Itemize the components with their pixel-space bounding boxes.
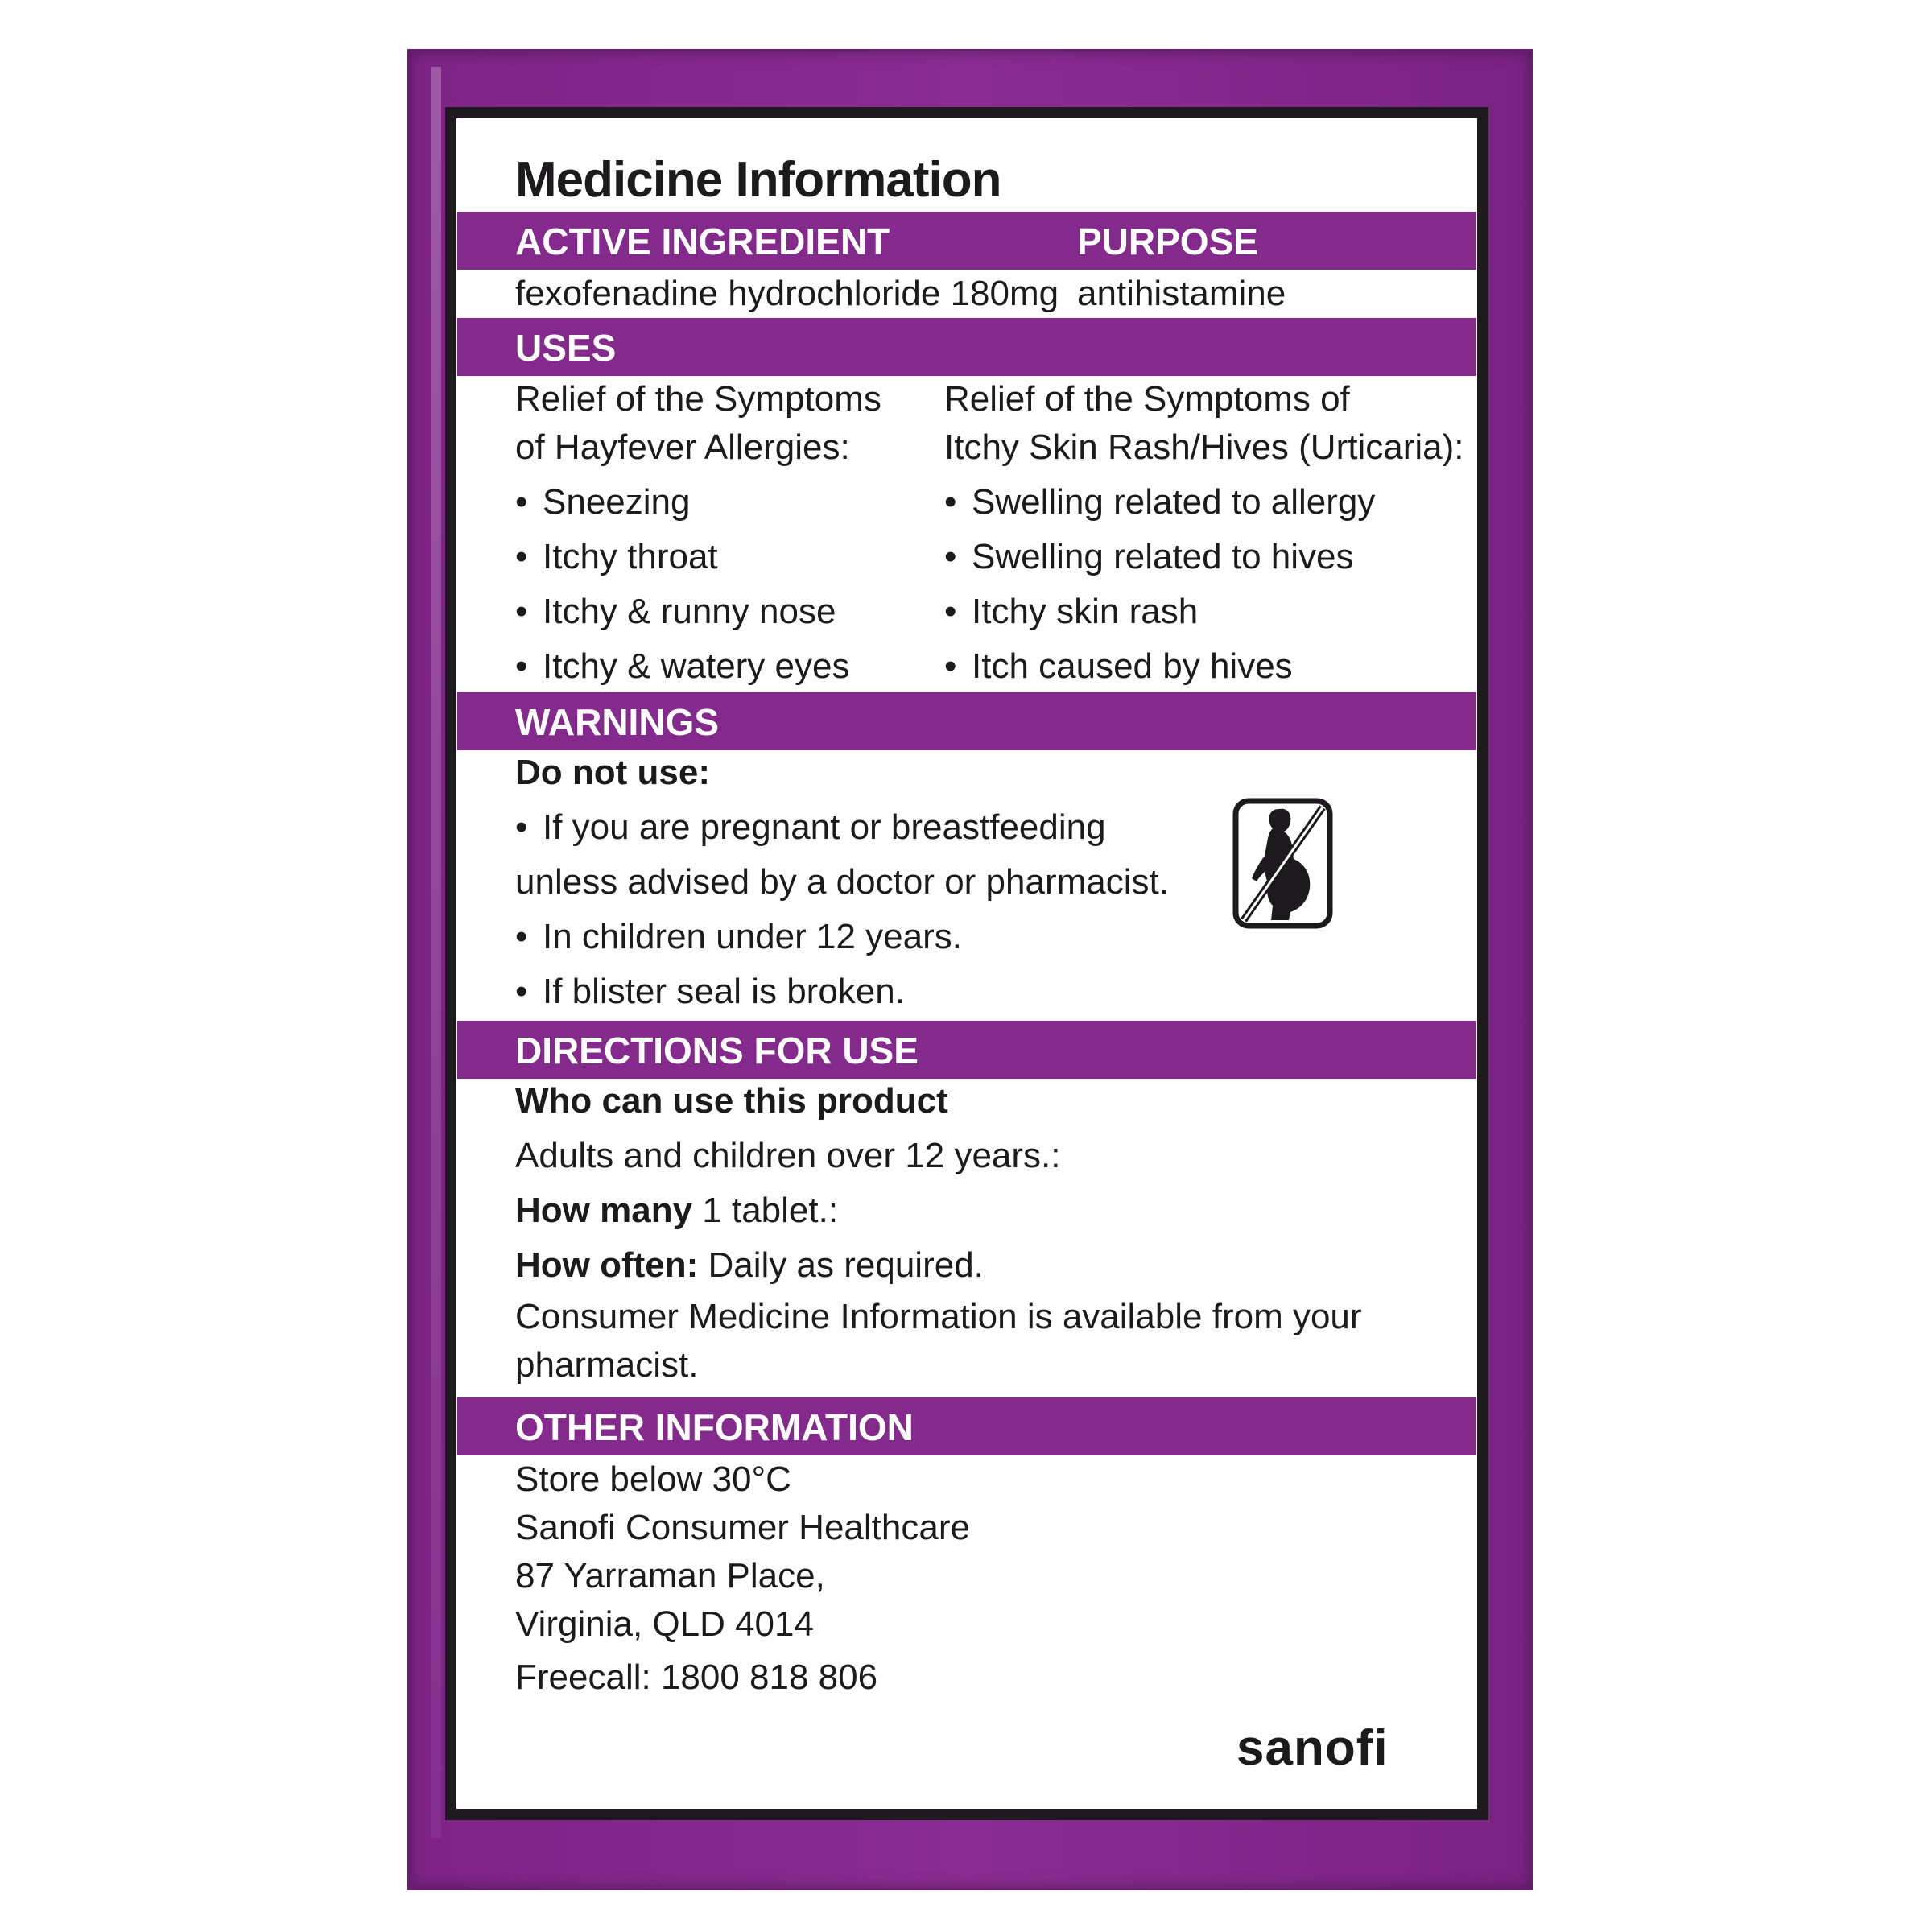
warning-item-blister: • If blister seal is broken. (515, 968, 905, 1016)
purpose-header: PURPOSE (1077, 221, 1258, 262)
directions-header-band (457, 1021, 1476, 1079)
warnings-header: WARNINGS (515, 701, 719, 743)
how-many-value: 1 tablet.: (692, 1191, 839, 1230)
medicine-information-panel (457, 119, 1476, 1808)
uses-left-heading-2: of Hayfever Allergies: (515, 427, 850, 467)
how-many-label: How many (515, 1191, 693, 1230)
purpose-value: antihistamine (1077, 274, 1286, 313)
no-pregnancy-icon (1232, 798, 1333, 929)
list-item: • Swelling related to hives (944, 533, 1353, 581)
warnings-header-band (457, 692, 1476, 750)
list-item: • Itch caused by hives (944, 642, 1293, 691)
sanofi-logo: sanofi (1236, 1720, 1389, 1776)
list-item: • Itchy throat (515, 533, 718, 581)
warning-item-children: • In children under 12 years. (515, 913, 962, 961)
directions-header: DIRECTIONS FOR USE (515, 1030, 919, 1071)
who-can-use-value: Adults and children over 12 years.: (515, 1136, 1061, 1175)
address-line-1: 87 Yarraman Place, (515, 1556, 825, 1596)
list-item: • Itchy & runny nose (515, 588, 836, 636)
uses-header-band (457, 318, 1476, 376)
company-name: Sanofi Consumer Healthcare (515, 1508, 970, 1547)
uses-right-heading-1: Relief of the Symptoms of (944, 379, 1350, 419)
uses-right-heading-2: Itchy Skin Rash/Hives (Urticaria): (944, 427, 1464, 467)
list-item: • Itchy skin rash (944, 588, 1198, 636)
how-many-line (515, 1187, 838, 1235)
list-item: • Sneezing (515, 478, 690, 526)
how-often-label: How often: (515, 1245, 699, 1285)
page-title: Medicine Information (515, 152, 1001, 208)
how-often-line (515, 1241, 984, 1290)
list-item: • Itchy & watery eyes (515, 642, 849, 691)
active-ingredient-header: ACTIVE INGREDIENT (515, 221, 890, 262)
cmi-line-1: Consumer Medicine Information is available from your (515, 1297, 1362, 1336)
address-line-2: Virginia, QLD 4014 (515, 1604, 814, 1644)
cmi-line-2: pharmacist. (515, 1345, 699, 1385)
active-ingredient-header-band (457, 212, 1476, 270)
other-info-header: OTHER INFORMATION (515, 1406, 914, 1448)
do-not-use-label: Do not use: (515, 753, 710, 792)
other-info-header-band (457, 1397, 1476, 1455)
warning-item-pregnant: • If you are pregnant or breastfeeding (515, 803, 1106, 852)
who-can-use-label: Who can use this product (515, 1081, 948, 1121)
active-ingredient-value: fexofenadine hydrochloride 180mg (515, 274, 1059, 313)
uses-header: USES (515, 327, 617, 369)
how-often-value: Daily as required. (698, 1245, 984, 1285)
list-item: • Swelling related to allergy (944, 478, 1375, 526)
warning-item-pregnant-cont: unless advised by a doctor or pharmacist. (515, 862, 1169, 902)
storage-text: Store below 30°C (515, 1459, 791, 1499)
uses-left-heading-1: Relief of the Symptoms (515, 379, 881, 419)
freecall-number: Freecall: 1800 818 806 (515, 1657, 878, 1697)
